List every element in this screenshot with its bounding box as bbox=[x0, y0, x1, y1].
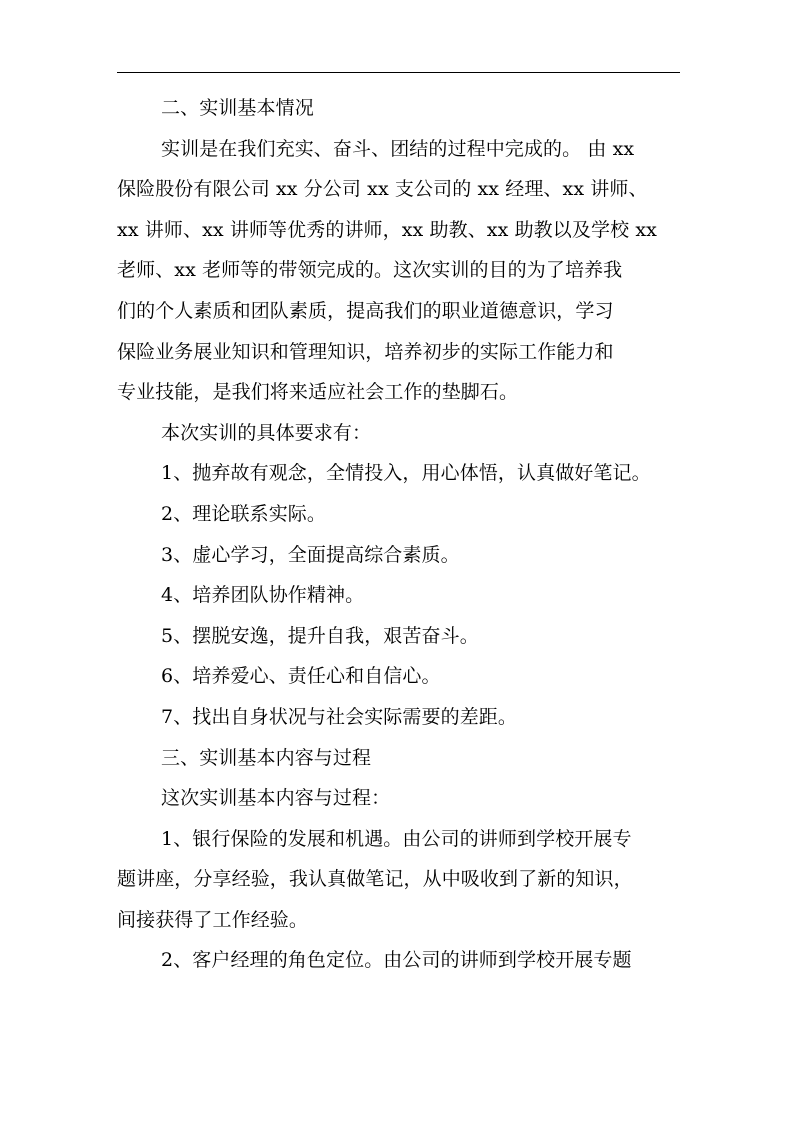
process-item-line: 1、银行保险的发展和机遇。由公司的讲师到学校开展专 bbox=[161, 827, 632, 850]
process-item-line: 间接获得了工作经验。 bbox=[117, 908, 309, 931]
requirement-item: 5、摆脱安逸，提升自我，艰苦奋斗。 bbox=[161, 624, 479, 647]
paragraph-line: 们的个人素质和团队素质，提高我们的职业道德意识，学习 bbox=[117, 299, 614, 322]
process-intro: 这次实训基本内容与过程： bbox=[161, 787, 391, 810]
paragraph-line: xx 讲师、xx 讲师等优秀的讲师，xx 助教、xx 助教以及学校 xx bbox=[117, 218, 657, 241]
section-heading: 三、实训基本内容与过程 bbox=[161, 746, 372, 769]
document-body bbox=[117, 88, 682, 981]
process-item-line: 2、客户经理的角色定位。由公司的讲师到学校开展专题 bbox=[161, 949, 632, 972]
section-heading: 二、实训基本情况 bbox=[161, 97, 314, 119]
paragraph-line: 保险业务展业知识和管理知识，培养初步的实际工作能力和 bbox=[117, 340, 614, 363]
header-rule bbox=[117, 72, 680, 73]
requirement-item: 6、培养爱心、责任心和自信心。 bbox=[161, 665, 441, 688]
requirements-intro: 本次实训的具体要求有： bbox=[161, 421, 372, 444]
paragraph-line: 专业技能，是我们将来适应社会工作的垫脚石。 bbox=[117, 381, 519, 404]
paragraph-line: 实训是在我们充实、奋斗、团结的过程中完成的。 由 xx bbox=[161, 137, 635, 160]
requirement-item: 3、虚心学习，全面提高综合素质。 bbox=[161, 543, 460, 566]
requirement-item: 1、抛弃故有观念，全情投入，用心体悟，认真做好笔记。 bbox=[161, 462, 651, 485]
requirement-item: 7、找出自身状况与社会实际需要的差距。 bbox=[161, 705, 517, 728]
process-item-line: 题讲座，分享经验，我认真做笔记，从中吸收到了新的知识， bbox=[117, 868, 633, 891]
paragraph-line: 保险股份有限公司 xx 分公司 xx 支公司的 xx 经理、xx 讲师、 bbox=[117, 178, 648, 201]
requirement-item: 2、理论联系实际。 bbox=[161, 502, 326, 525]
paragraph-line: 老师、xx 老师等的带领完成的。这次实训的目的为了培养我 bbox=[117, 259, 623, 282]
requirement-item: 4、培养团队协作精神。 bbox=[161, 584, 365, 607]
